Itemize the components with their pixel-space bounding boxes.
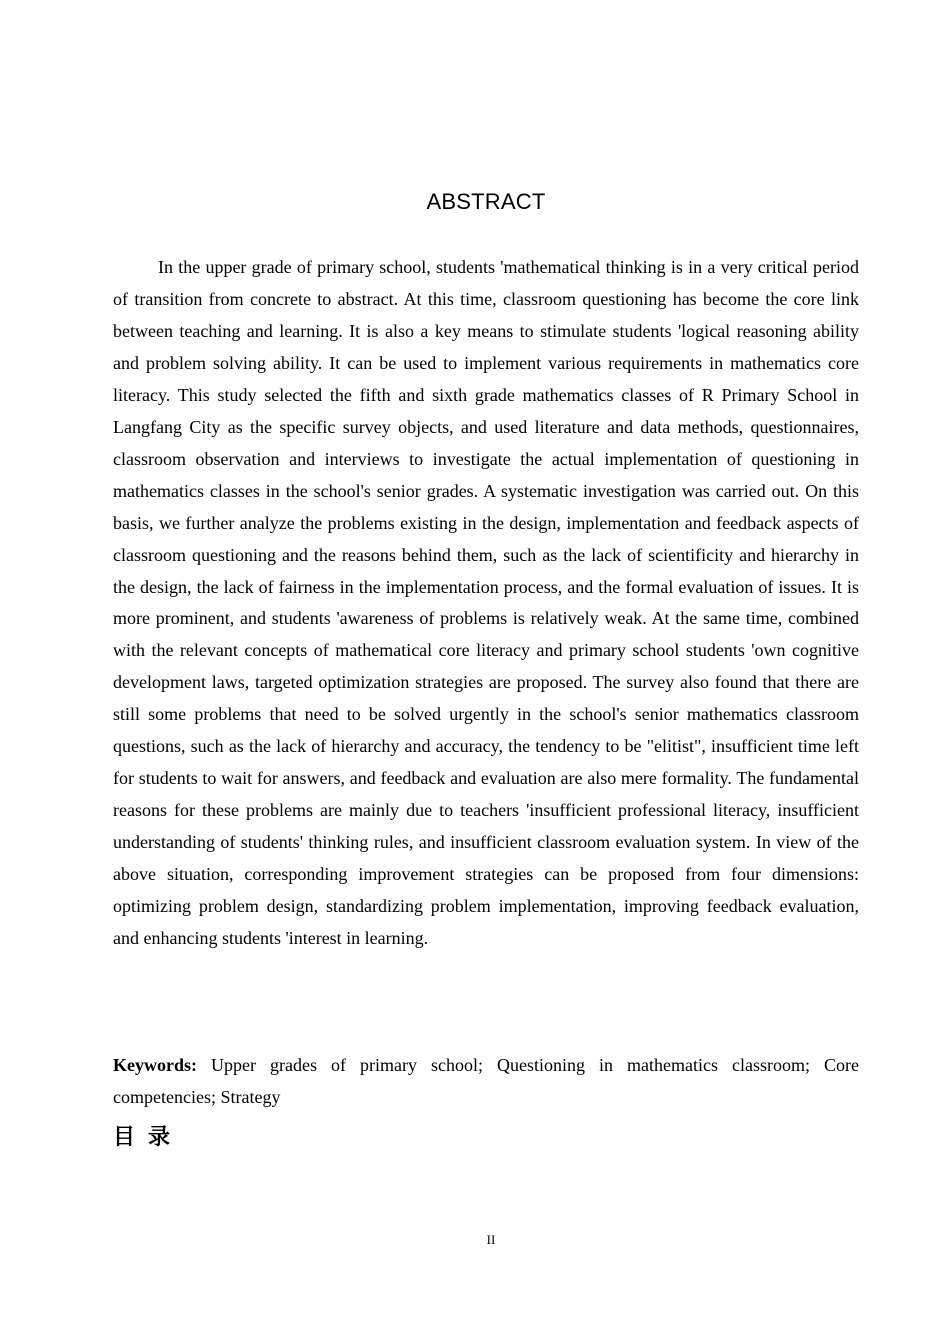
abstract-title: ABSTRACT <box>426 189 546 214</box>
keywords-text: Upper grades of primary school; Questioning in mathematics classroom; Core competencies; Strategy <box>113 1055 859 1107</box>
page-number: II <box>486 1232 496 1247</box>
keywords-label: Keywords: <box>113 1055 197 1075</box>
table-of-contents-heading: 目录 <box>113 1125 184 1150</box>
abstract-body: In the upper grade of primary school, students 'mathematical thinking is in a very critical period of transition from concrete to abstract. At this time, classroom questioning has become the core link between teaching and learning. It is also a key means to stimulate students 'logical reasoning ability and problem solving ability. It can be used to implement various requirements in mathematics core literacy. This study selected the fifth and sixth grade mathematics classes of R Primary School in Langfang City as the specific survey objects, and used literature and data methods, questionnaires, classroom observation and interviews to investigate the actual implementation of questioning in mathematics classes in the school's senior grades. A systematic investigation was carried out. On this basis, we further analyze the problems existing in the design, implementation and feedback aspects of classroom questioning and the reasons behind them, such as the lack of scientificity and hierarchy in the design, the lack of fairness in the implementation process, and the formal evaluation of issues. It is more prominent, and students 'awareness of problems is relatively weak. At the same time, combined with the relevant concepts of mathematical core literacy and primary school students 'own cognitive development laws, targeted optimization strategies are proposed. The survey also found that there are still some problems that need to be solved urgently in the school's senior mathematics classroom questions, such as the lack of hierarchy and accuracy, the tendency to be "elitist", insufficient time left for students to wait for answers, and feedback and evaluation are also mere formality. The fundamental reasons for these problems are mainly due to teachers 'insufficient professional literacy, insufficient understanding of students' thinking rules, and insufficient classroom evaluation system. In view of the above situation, corresponding improvement strategies can be proposed from four dimensions: optimizing problem design, standardizing problem implementation, improving feedback evaluation, and enhancing students 'interest in learning. <box>113 257 859 949</box>
keywords-paragraph <box>113 1049 859 1113</box>
